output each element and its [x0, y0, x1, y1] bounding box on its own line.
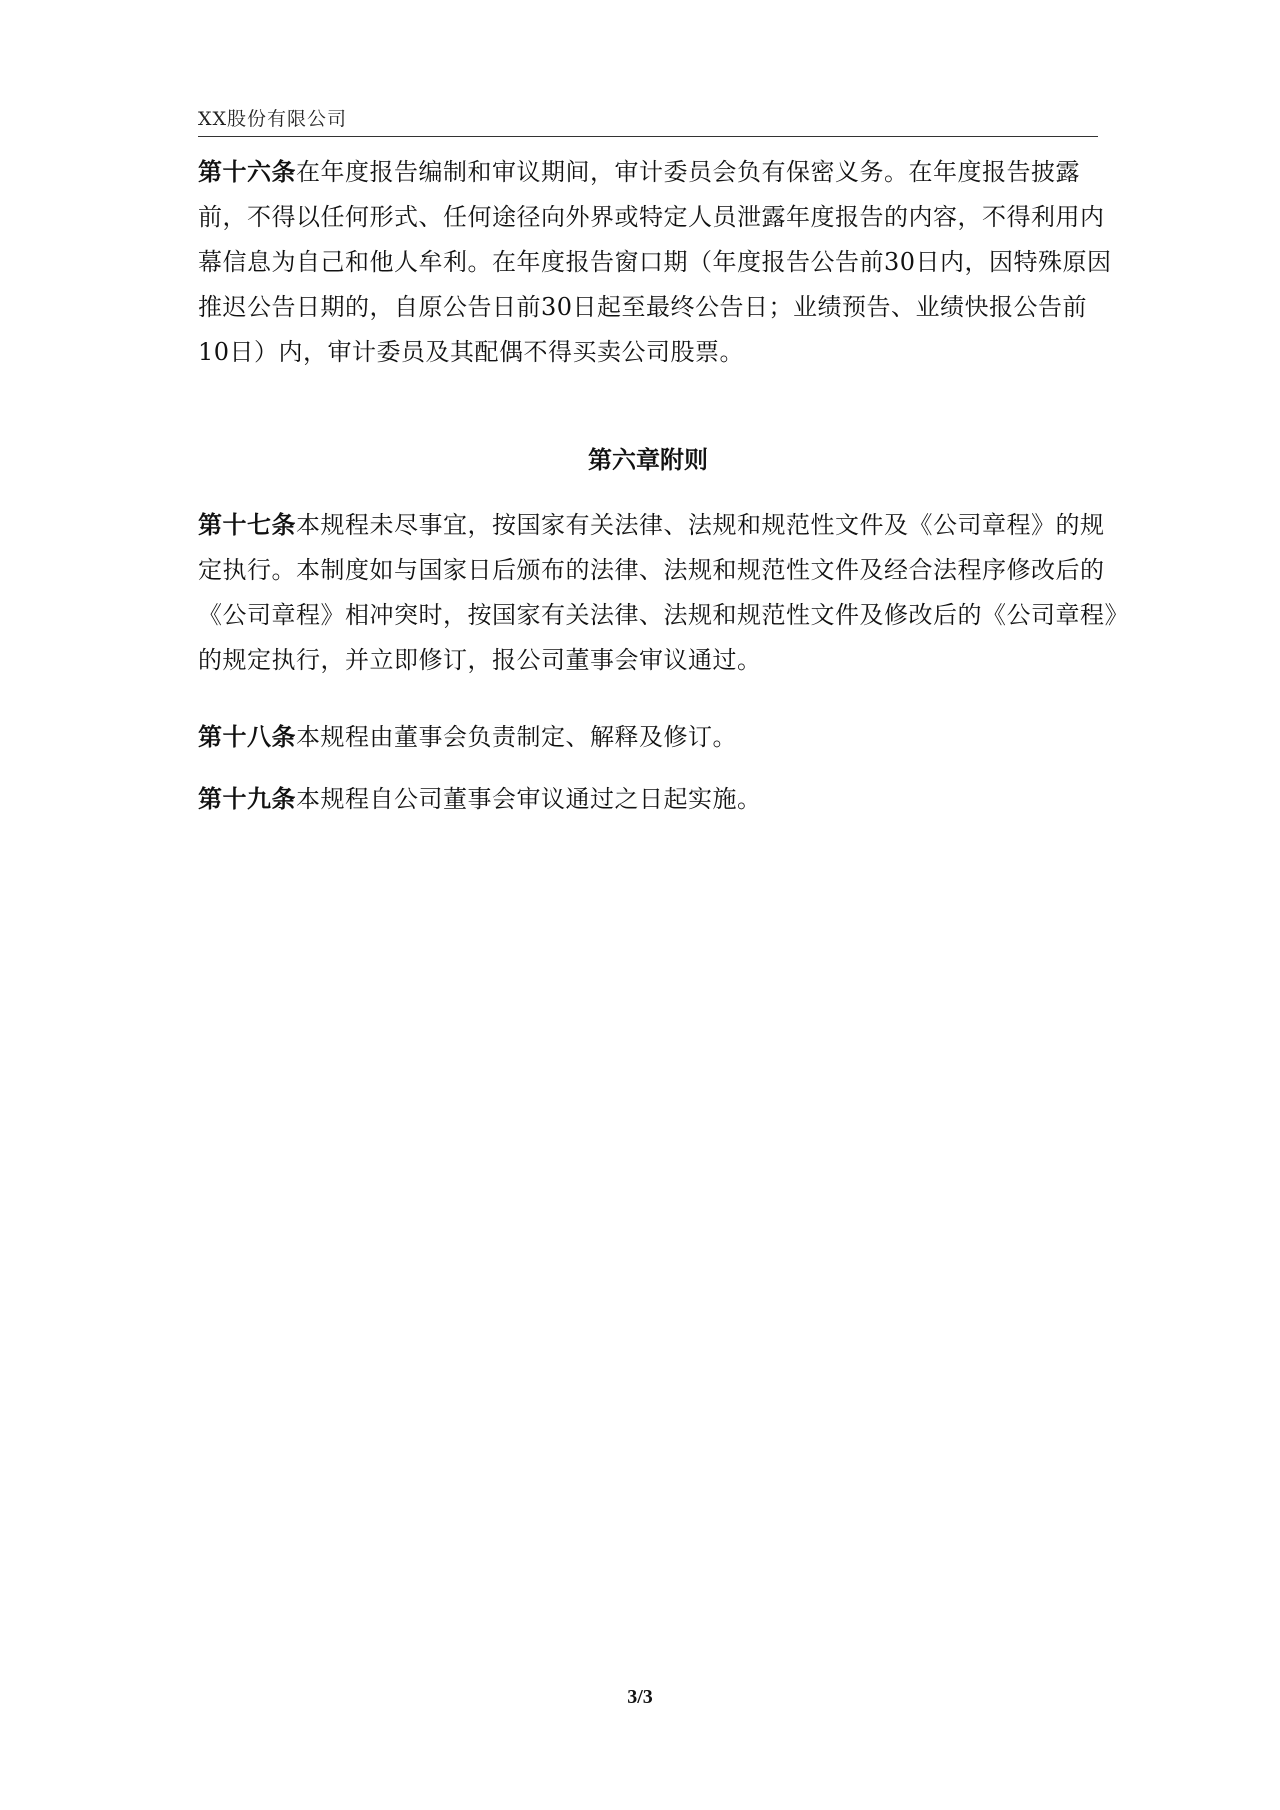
- article-label: 第十八条: [198, 723, 296, 751]
- article-text: 本规程由董事会负责制定、解释及修订。: [296, 723, 737, 751]
- page-number: 3/3: [627, 1686, 653, 1708]
- article-label: 第十七条: [198, 511, 296, 539]
- chapter-title: 第六章附则: [588, 446, 708, 474]
- article-text: 在年度报告编制和审议期间，审计委员会负有保密义务。在年度报告披露前，不得以任何形式、任何途径向外界或特定人员泄露年度报告的内容，不得利用内幕信息为自己和他人牟利。在年度报告窗口期（年度报告公告前30日内，因特殊原因推迟公告日期的，自原公告日前30日起至最终公告日；业绩预告、业绩快报公告前10日）内，审计委员及其配偶不得买卖公司股票。: [198, 158, 1112, 366]
- article-text: 本规程未尽事宜，按国家有关法律、法规和规范性文件及《公司章程》的规定执行。本制度如与国家日后颁布的法律、法规和规范性文件及经合法程序修改后的《公司章程》相冲突时，按国家有关法律、法规和规范性文件及修改后的《公司章程》的规定执行，并立即修订，报公司董事会审议通过。: [198, 511, 1117, 674]
- page-header: [198, 100, 1098, 137]
- article-19: [198, 777, 1118, 822]
- article-label: 第十六条: [198, 158, 296, 186]
- article-label: 第十九条: [198, 785, 296, 813]
- article-17: [198, 503, 1118, 683]
- company-name: XX股份有限公司: [198, 108, 348, 130]
- article-text: 本规程自公司董事会审议通过之日起实施。: [296, 785, 762, 813]
- article-18: [198, 715, 1118, 760]
- article-16: [198, 150, 1118, 375]
